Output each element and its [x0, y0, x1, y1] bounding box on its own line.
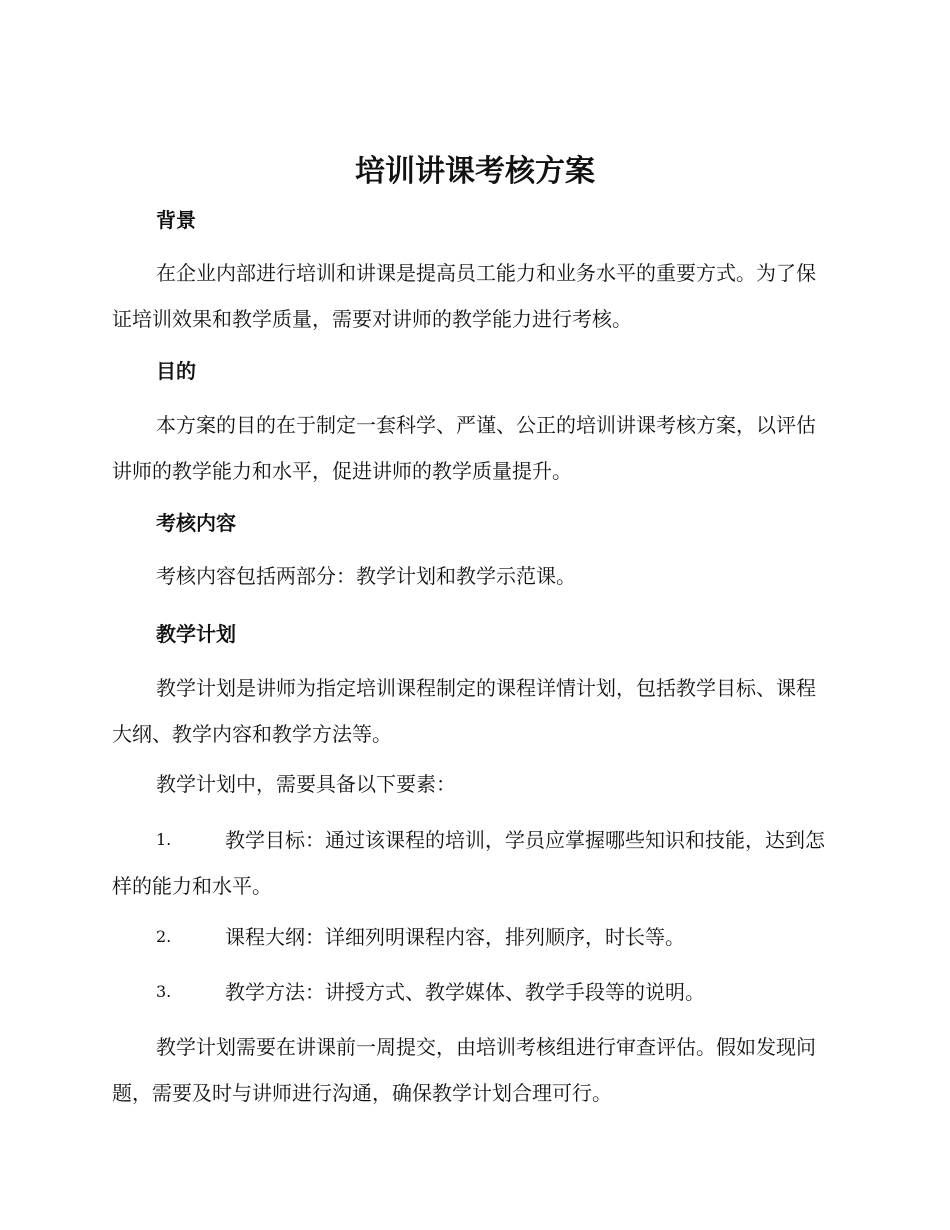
list-item-text: 教学目标：通过该课程的培训，学员应掌握哪些知识和技能，达到怎样的能力和水平。: [112, 828, 825, 898]
paragraph-plan-elements: 教学计划中，需要具备以下要素：: [156, 772, 456, 796]
list-item: [112, 914, 832, 960]
list-item-text: 课程大纲：详细列明课程内容，排列顺序，时长等。: [225, 925, 685, 949]
paragraph-plan-submission: 教学计划需要在讲课前一周提交，由培训考核组进行审查评估。假如发现问题，需要及时与讲师进行沟通，确保教学计划合理可行。: [112, 1035, 816, 1105]
heading-plan: 教学计划: [156, 622, 236, 646]
paragraph-content: 考核内容包括两部分：教学计划和教学示范课。: [156, 564, 576, 588]
list-item: [112, 817, 832, 909]
list-item-number: 2.: [156, 927, 172, 946]
heading-background: 背景: [156, 208, 196, 232]
paragraph-background: 在企业内部进行培训和讲课是提高员工能力和业务水平的重要方式。为了保证培训效果和教学质量，需要对讲师的教学能力进行考核。: [112, 261, 816, 331]
paragraph-purpose: 本方案的目的在于制定一套科学、严谨、公正的培训讲课考核方案，以评估讲师的教学能力和水平，促进讲师的教学质量提升。: [112, 413, 816, 483]
list-item-number: 3.: [156, 982, 172, 1001]
heading-purpose: 目的: [156, 359, 196, 383]
paragraph-plan-intro: 教学计划是讲师为指定培训课程制定的课程详情计划，包括教学目标、课程大纲、教学内容和教学方法等。: [112, 676, 816, 746]
heading-content: 考核内容: [156, 511, 236, 535]
list-item-text: 教学方法：讲授方式、教学媒体、教学手段等的说明。: [225, 980, 705, 1004]
list-item: [112, 969, 832, 1015]
list-item-number: 1.: [156, 830, 172, 849]
document-title: 培训讲课考核方案: [355, 154, 595, 189]
